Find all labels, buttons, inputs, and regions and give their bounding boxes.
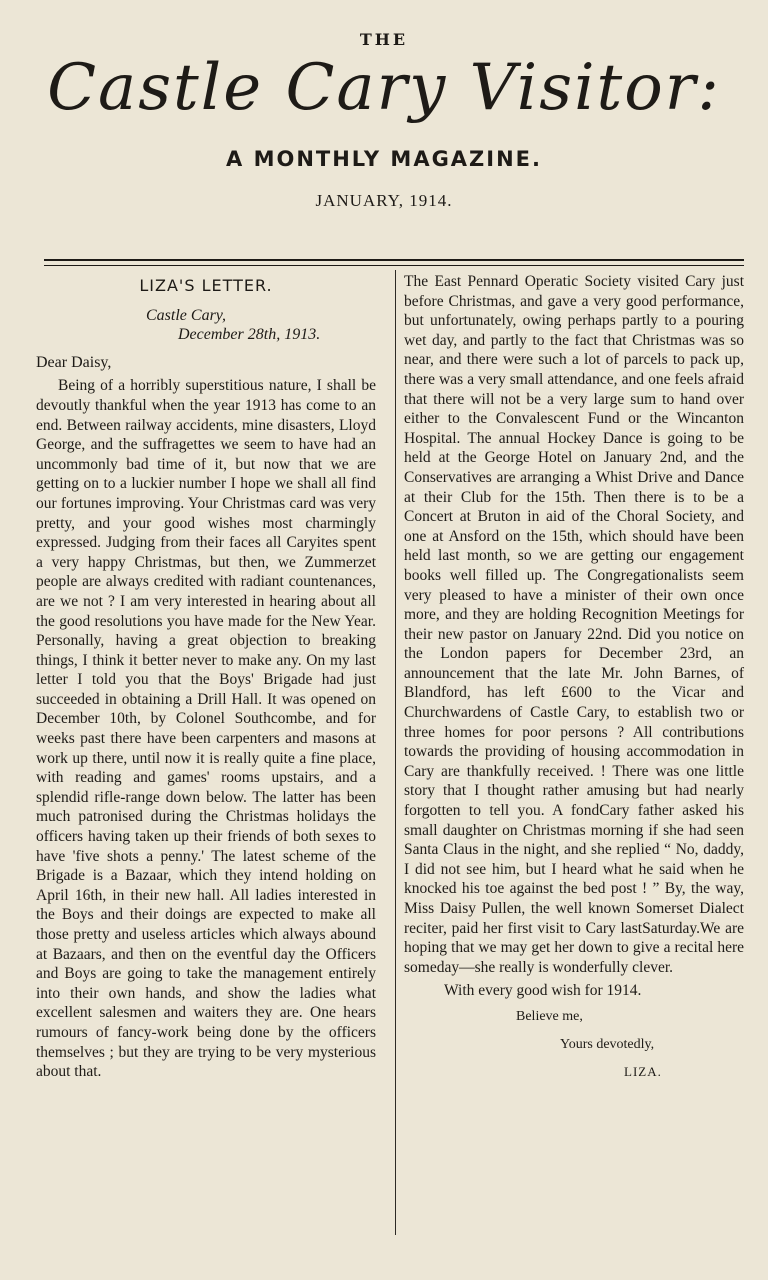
masthead-title: Castle Cary Visitor: bbox=[47, 51, 721, 125]
letter-signature: LIZA. bbox=[624, 1064, 662, 1080]
letter-date: December 28th, 1913. bbox=[178, 326, 321, 344]
column-divider bbox=[395, 270, 396, 1235]
letter-believe: Believe me, bbox=[516, 1008, 583, 1024]
masthead-kicker: THE bbox=[359, 30, 409, 49]
header-rule-thick bbox=[44, 259, 744, 261]
letter-place: Castle Cary, bbox=[146, 306, 227, 324]
letter-closing: With every good wish for 1914. bbox=[444, 982, 642, 1000]
masthead-block bbox=[0, 30, 768, 211]
magazine-subtitle: A MONTHLY MAGAZINE. bbox=[226, 147, 542, 171]
letter-body-right: The East Pennard Operatic Society visited Cary just before Christmas, and gave a very good performance, but unfortunately, owing perhaps partly to a pouring wet day, and partly to the fact that Christmas was so near, and there were such a lot of parcels to pack up, there was a very small attendance, and one feels afraid that there will not be a very large sum to hand over either to the Convalescent Fund or the Wincanton Hospital. The annual Hockey Dance is going to be held at the George Hotel on January 2nd, and the Conservatives are arranging a Whist Drive and Dance at their Club for the 15th. Then there is to be a Concert at Bruton in aid of the Choral Society, and one at Ansford on the 15th, which should have been held last month, so we are getting our engagement books well filled up. The Congregationalists seem very pleased to have a minister of their own once more, and they are holding Recognition Meetings for their new pastor on January 22nd. Did you notice on the London papers for December 23rd, an announcement that the late Mr. John Barnes, of Blandford, has left £600 to the Vicar and Churchwardens of Castle Cary, to establish two or three homes for poor persons ? All contributions towards the providing of housing accommodation in Cary are thankfully received. ! There was one little story that I thought rather amusing but had nearly forgotten to tell you. A fondCary father asked his small daughter on Christmas morning if she had seen Santa Claus in the night, and she replied “ No, daddy, I did not see him, but I heard what he said when he knocked his toe against the bed post ! ” By, the way, Miss Daisy Pullen, the well known Somerset Dialect reciter, paid her first visit to Cary lastSaturday.We are hoping that we may get her down to give a recital here someday—she really is wonderfully clever. bbox=[404, 273, 744, 976]
issue-date: JANUARY, 1914. bbox=[315, 191, 453, 210]
left-column bbox=[36, 272, 376, 1082]
letter-body-left: Being of a horribly superstitious nature, I shall be devoutly thankful when the year 1913 has come to an end. Between railway accidents, mine disasters, Lloyd George, and the suffragettes we seem to have had an uncommonly bad time of it, but now that we are getting on to a luckier number I hope we shall all find our fortunes improving. Your Christmas card was very pretty, and your good wishes most charmingly expressed. Judging from their faces all Caryites spent a very happy Christmas, but then, we Zummerzet people are always credited with radiant countenances, are we not ? I am very interested in hearing about all the good resolutions you have made for the New Year. Personally, having a great objection to breaking things, I think it better never to make any. On my last letter I told you that the Boys' Brigade had just succeeded in obtaining a Drill Hall. It was opened on December 10th, by Colonel Southcombe, and for weeks past there have been carpenters and masons at work up there, until now it is really quite a fine place, with reading and games' rooms upstairs, and a splendid rifle-range down below. The latter has been much patronised during the Christmas holidays the officers having taken up their friends of both sexes to have 'five shots a penny.' The latest scheme of the Brigade is a Bazaar, which they intend holding on April 16th, in their new hall. All ladies interested in the Boys and their doings are expected to make all those pretty and useless articles which always abound at Bazaars, and then on the eventful day the Officers and Boys are going to take the management entirely into their own hands, and show the ladies what excellent salesmen and waiters they are. One hears rumours of fancy-work being done by the officers themselves ; but they are trying to be very mysterious about that. bbox=[36, 377, 376, 1081]
letter-yours: Yours devotedly, bbox=[560, 1036, 655, 1052]
salutation: Dear Daisy, bbox=[36, 353, 112, 371]
header-rule-thin bbox=[44, 265, 744, 266]
letter-title: LIZA'S LETTER. bbox=[139, 276, 273, 295]
right-column bbox=[404, 272, 744, 1082]
